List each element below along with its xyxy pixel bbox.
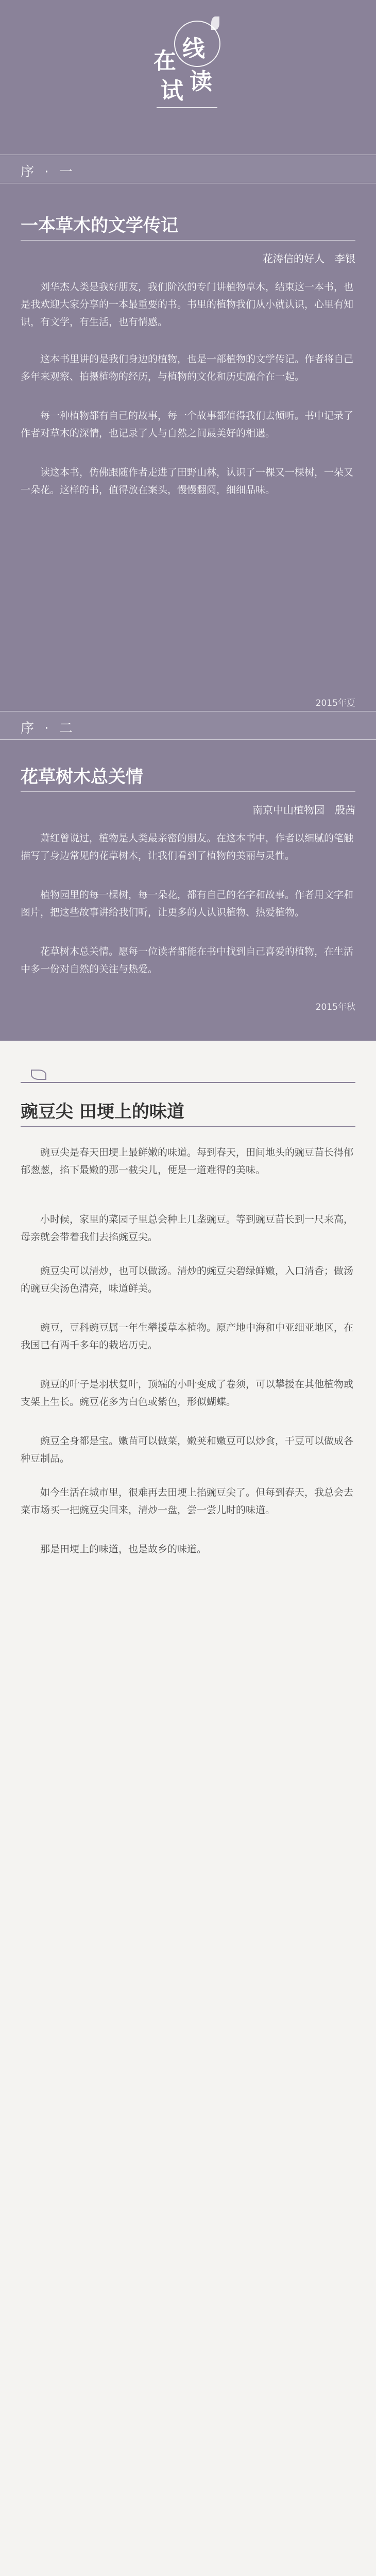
preface-two — [0, 711, 376, 1041]
paragraph: 豌豆，豆科豌豆属一年生攀援草本植物。原产地中海和中亚细亚地区，在我国已有两千多年的栽培历史。 — [21, 1322, 354, 1351]
paragraph: 植物园里的每一棵树，每一朵花，都有自己的名字和故事。作者用文字和图片，把这些故事讲给我们听，让更多的人认识植物、热爱植物。 — [21, 889, 354, 918]
logo-char: 在 — [153, 48, 176, 74]
title-rule — [21, 240, 355, 241]
sample-chapter — [0, 1041, 376, 2576]
paragraph: 每一种植物都有自己的故事，每一个故事都值得我们去倾听。书中记录了作者对草木的深情，也记录了人与自然之间最美好的相遇。 — [21, 410, 354, 439]
online-read-logo — [153, 16, 223, 120]
date: 2015年夏 — [315, 698, 355, 708]
title-rule — [21, 791, 355, 792]
paragraph: 读这本书，仿佛跟随作者走进了田野山林，认识了一棵又一棵树，一朵又一朵花。这样的书，值得放在案头，慢慢翻阅，细细品味。 — [21, 467, 354, 496]
byline: 花涛信的好人 李银 — [263, 252, 355, 265]
paragraph: 豌豆的叶子是羽状复叶，顶端的小叶变成了卷须，可以攀援在其他植物或支架上生长。豌豆花多为白色或紫色，形似蝴蝶。 — [21, 1379, 354, 1408]
paragraph: 小时候，家里的菜园子里总会种上几垄豌豆。等到豌豆苗长到一尺来高，母亲就会带着我们去掐豌豆尖。 — [21, 1214, 354, 1243]
logo-char: 线 — [182, 36, 205, 62]
paragraph: 萧红曾说过，植物是人类最亲密的朋友。在这本书中，作者以细腻的笔触描写了身边常见的花草树木，让我们看到了植物的美丽与灵性。 — [21, 833, 354, 861]
logo-char: 读 — [190, 69, 212, 95]
leaf-icon — [211, 16, 219, 30]
section-title: 一本草木的文学传记 — [21, 215, 178, 236]
chapter-title: 豌豆尖 田埂上的味道 — [21, 1101, 184, 1122]
paragraph: 豌豆尖可以清炒，也可以做汤。清炒的豌豆尖碧绿鲜嫩，入口清香；做汤的豌豆尖汤色清亮，味道鲜美。 — [21, 1265, 354, 1294]
leaf-icon — [31, 1070, 46, 1080]
paragraph: 这本书里讲的是我们身边的植物，也是一部植物的文学传记。作者将自己多年来观察、拍摄植物的经历，与植物的文化和历史融合在一起。 — [21, 353, 354, 382]
section-label: 序 · 一 — [21, 164, 76, 180]
section-header — [0, 155, 376, 183]
paragraph: 豌豆尖是春天田埂上最鲜嫩的味道。每到春天，田间地头的豌豆苗长得郁郁葱葱，掐下最嫩的那一截尖儿，便是一道难得的美味。 — [21, 1147, 354, 1176]
date: 2015年秋 — [315, 1002, 355, 1012]
chapter-rule — [21, 1082, 355, 1083]
paragraph: 豌豆全身都是宝。嫩苗可以做菜，嫩荚和嫩豆可以炒食，干豆可以做成各种豆制品。 — [21, 1435, 354, 1464]
preface-one — [0, 155, 376, 708]
byline: 南京中山植物园 殷茜 — [252, 804, 355, 816]
section-label: 序 · 二 — [21, 721, 76, 736]
logo-underline — [157, 107, 217, 108]
paragraph: 如今生活在城市里，很难再去田埂上掐豌豆尖了。但每到春天，我总会去菜市场买一把豌豆尖回来，清炒一盘，尝一尝儿时的味道。 — [21, 1487, 354, 1516]
paragraph: 刘华杰人类是我好朋友，我们阶次的专门讲植物草木，结束这一本书，也是我欢迎大家分享的一本最重要的书。书里的植物我们从小就认识，心里有知识，有文学，有生活，也有情感。 — [21, 281, 354, 328]
paragraph: 花草树木总关情。愿每一位读者都能在书中找到自己喜爱的植物，在生活中多一份对自然的关注与热爱。 — [21, 946, 354, 975]
paragraph: 那是田埂上的味道，也是故乡的味道。 — [40, 1544, 207, 1555]
section-title: 花草树木总关情 — [21, 767, 143, 787]
section-header — [0, 711, 376, 740]
header — [0, 0, 376, 155]
title-rule — [21, 1126, 355, 1127]
logo-char: 试 — [161, 78, 183, 104]
